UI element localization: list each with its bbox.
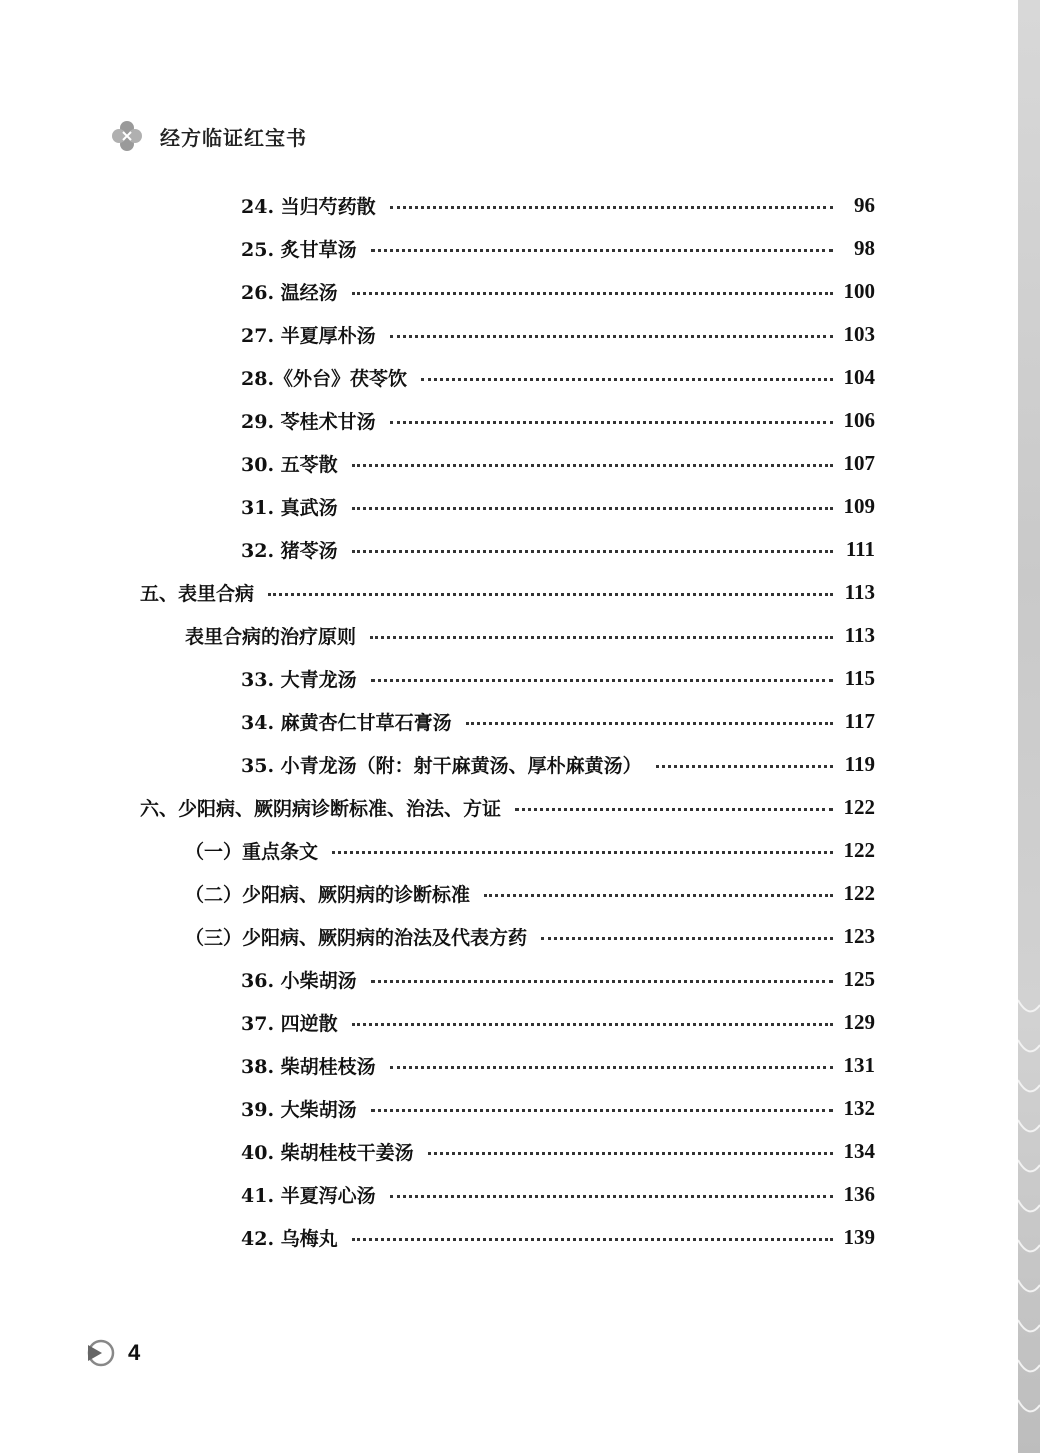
toc-entry-title: 37. 四逆散 (241, 1012, 338, 1035)
toc-entry[interactable] (241, 314, 875, 354)
toc-entry-page: 113 (844, 622, 875, 647)
toc-entry-page: 125 (843, 966, 875, 991)
dot-leader (352, 290, 833, 295)
toc-entry[interactable] (241, 1217, 875, 1257)
toc-entry[interactable] (140, 787, 875, 827)
toc-entry-title: （一）重点条文 (185, 840, 319, 863)
toc-entry[interactable] (241, 744, 875, 784)
toc-entry-page: 134 (843, 1138, 875, 1163)
toc-entry-title: 25. 炙甘草汤 (241, 238, 357, 261)
page-marker-icon (84, 1338, 116, 1368)
toc-entry-page: 119 (844, 751, 875, 776)
dot-leader (352, 1236, 833, 1241)
toc-entry-title: 29. 苓桂术甘汤 (241, 410, 376, 433)
toc-entry-title: （三）少阳病、厥阴病的治法及代表方药 (185, 926, 528, 949)
toc-entry-title: 34. 麻黄杏仁甘草石膏汤 (241, 711, 452, 734)
wave-lines-icon (1018, 0, 1040, 1453)
toc-entry-page: 109 (843, 493, 875, 518)
toc-entry-page: 131 (843, 1052, 875, 1077)
toc-entry-title: 36. 小柴胡汤 (241, 969, 357, 992)
dot-leader (352, 1021, 833, 1026)
toc-entry[interactable] (241, 959, 875, 999)
toc-entry-page: 111 (845, 536, 875, 561)
toc-entry-title: （二）少阳病、厥阴病的诊断标准 (185, 883, 471, 906)
dot-leader (421, 376, 833, 381)
toc-entry-title: 33. 大青龙汤 (241, 668, 357, 691)
page-number: 4 (128, 1340, 141, 1365)
toc-entry-page: 115 (844, 665, 875, 690)
toc-entry-title: 27. 半夏厚朴汤 (241, 324, 376, 347)
dot-leader (541, 935, 833, 940)
dot-leader (390, 1193, 833, 1198)
dot-leader (332, 849, 833, 854)
dot-leader (352, 548, 833, 553)
toc-entry-page: 117 (844, 708, 875, 733)
dot-leader (352, 462, 833, 467)
dot-leader (428, 1150, 833, 1155)
toc-entry-page: 139 (843, 1224, 875, 1249)
toc-entry[interactable] (241, 1088, 875, 1128)
toc-entry-title: 五、表里合病 (140, 582, 255, 605)
toc-entry-page: 104 (843, 364, 875, 389)
toc-entry-page: 103 (843, 321, 875, 346)
toc-entry-title: 26. 温经汤 (241, 281, 338, 304)
dot-leader (656, 763, 833, 768)
toc-entry[interactable] (241, 701, 875, 741)
toc-entry-title: 39. 大柴胡汤 (241, 1098, 357, 1121)
dot-leader (371, 247, 833, 252)
toc-entry[interactable] (241, 1045, 875, 1085)
toc-entry[interactable] (241, 1174, 875, 1214)
toc-entry[interactable] (185, 830, 875, 870)
toc-entry-page: 107 (843, 450, 875, 475)
toc-entry[interactable] (241, 1002, 875, 1042)
dot-leader (466, 720, 833, 725)
toc-entry-page: 122 (843, 837, 875, 862)
dot-leader (390, 204, 833, 209)
toc-entry-page: 132 (843, 1095, 875, 1120)
dot-leader (370, 634, 833, 639)
toc-entry-title: 31. 真武汤 (241, 496, 338, 519)
dot-leader (390, 333, 833, 338)
toc-entry[interactable] (241, 1131, 875, 1171)
toc-entry-title: 28.《外台》茯苓饮 (241, 367, 408, 390)
toc-entry-page: 113 (844, 579, 875, 604)
toc-entry-title: 六、少阳病、厥阴病诊断标准、治法、方证 (140, 797, 502, 820)
toc-entry-page: 122 (843, 880, 875, 905)
dot-leader (484, 892, 833, 897)
toc-entry-page: 100 (843, 278, 875, 303)
toc-entry-title: 41. 半夏泻心汤 (241, 1184, 376, 1207)
toc-entry[interactable] (185, 615, 875, 655)
toc-entry-title: 35. 小青龙汤（附：射干麻黄汤、厚朴麻黄汤） (241, 754, 642, 777)
clover-logo-icon (112, 121, 142, 151)
dot-leader (390, 1064, 833, 1069)
toc-entry-page: 136 (843, 1181, 875, 1206)
toc-entry-page: 123 (843, 923, 875, 948)
book-title: 经方临证红宝书 (160, 125, 307, 150)
toc-entry-title: 30. 五苓散 (241, 453, 338, 476)
toc-entry[interactable] (185, 916, 875, 956)
dot-leader (515, 806, 833, 811)
toc-entry-page: 129 (843, 1009, 875, 1034)
toc-entry[interactable] (241, 443, 875, 483)
toc-entry-title: 40. 柴胡桂枝干姜汤 (241, 1141, 414, 1164)
toc-entry-title: 24. 当归芍药散 (241, 195, 376, 218)
toc-entry-page: 122 (843, 794, 875, 819)
dot-leader (352, 505, 833, 510)
toc-entry-page: 96 (854, 192, 875, 217)
page-footer (84, 1338, 140, 1368)
toc-entry-page: 98 (854, 235, 875, 260)
dot-leader (371, 677, 833, 682)
toc-entry[interactable] (140, 572, 875, 612)
toc-entry[interactable] (241, 185, 875, 225)
dot-leader (371, 1107, 833, 1112)
running-header (112, 118, 307, 154)
dot-leader (268, 591, 833, 596)
dot-leader (371, 978, 833, 983)
page-edge-decoration (1018, 0, 1040, 1453)
toc-entry[interactable] (241, 658, 875, 698)
toc-entry-title: 42. 乌梅丸 (241, 1227, 338, 1250)
toc-entry-title: 32. 猪苓汤 (241, 539, 338, 562)
toc-entry[interactable] (241, 271, 875, 311)
toc-entry[interactable] (241, 400, 875, 440)
toc-entry-title: 表里合病的治疗原则 (185, 625, 357, 648)
toc-entry[interactable] (241, 529, 875, 569)
toc-entry-page: 106 (843, 407, 875, 432)
toc-entry[interactable] (241, 357, 875, 397)
toc-entry[interactable] (241, 486, 875, 526)
dot-leader (390, 419, 833, 424)
toc-entry[interactable] (185, 873, 875, 913)
toc-entry-title: 38. 柴胡桂枝汤 (241, 1055, 376, 1078)
toc-entry[interactable] (241, 228, 875, 268)
